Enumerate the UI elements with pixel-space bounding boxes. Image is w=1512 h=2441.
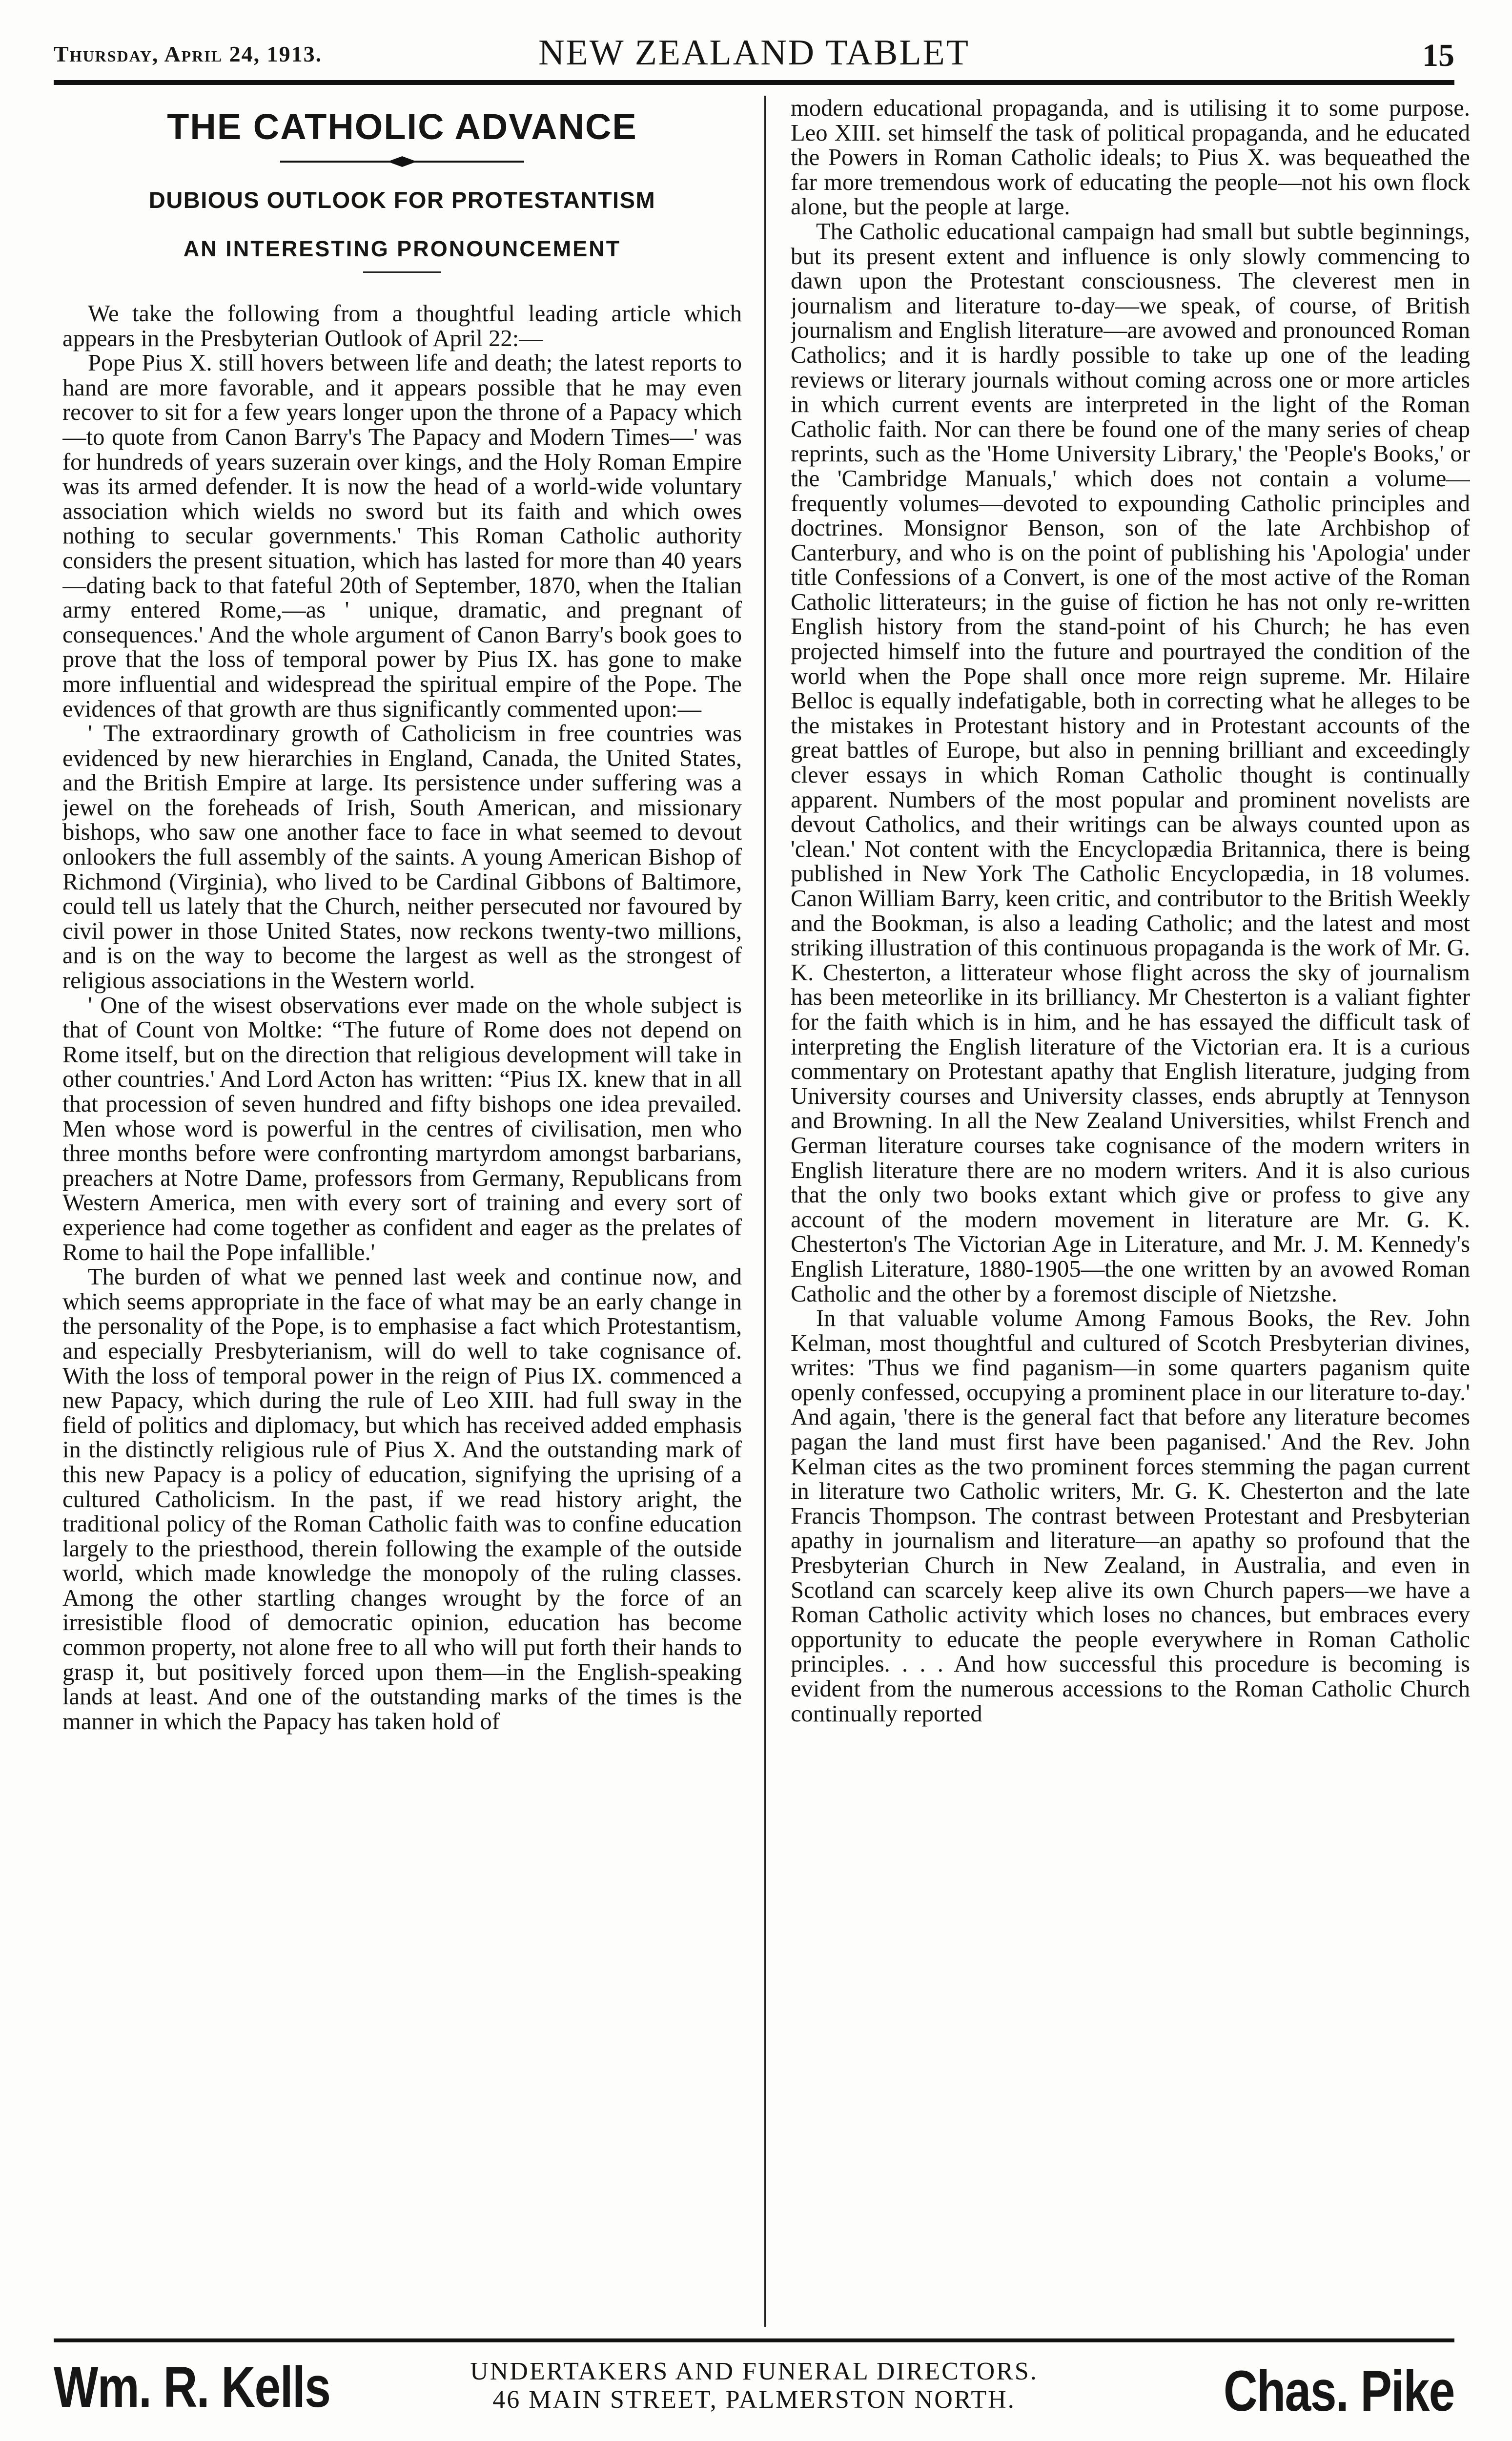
paragraph: The burden of what we penned last week and continue now, and which seems appropriate in the face of what may be an early change in the personality of the Pope, is to emphasise a fact which Protestantism, and especially Presbyterianism, will do well to take cognisance of. With the loss of temporal power in the reign of Pius IX. commenced a new Papacy, which during the rule of Leo XIII. had full sway in the field of politics and diplomacy, but which has received added emphasis in the distinctly religious rule of Pius X. And the outstanding mark of this new Papacy is a policy of education, signifying the uprising of a cultured Catholicism. In the past, if we read history aright, the traditional policy of the Roman Catholic faith was to confine education largely to the priesthood, therein following the example of the outside world, which made knowledge the monopoly of the ruling classes. Among the other startling changes wrought by the force of an irresistible flood of democratic opinion, education has become common property, not alone free to all who will put forth their hands to grasp it, but positively forced upon them—in the English-speaking lands at least. And one of the outstanding marks of the times is the manner in which the Papacy has taken hold of — [62, 1263, 742, 1735]
paragraph: In that valuable volume Among Famous Books, the Rev. John Kelman, most thoughtful and cultured of Scotch Presbyterian divines, writes: 'Thus we find paganism—in some quarters paganism quite openly confessed, occupying a prominent place in our literature to-day.' And again, 'there is the general fact that before any literature becomes pagan the land must first have been paganised.' And the Rev. John Kelman cites as the two prominent forces stemming the pagan current in literature two Catholic writers, Mr. G. K. Chesterton and the late Francis Thompson. The contrast between Protestant and Presbyterian apathy in journalism and literature—an apathy so profound that the Presbyterian Church in New Zealand, in Australia, and even in Scotland can scarcely keep alive its own Church papers—we have a Roman Catholic activity which loses no chances, but embraces every opportunity to educate the people everywhere in Roman Catholic principles. . . . And how successful this procedure is becoming is evident from the numerous accessions to the Roman Catholic Church continually reported — [791, 1305, 1470, 1727]
article-headline: THE CATHOLIC ADVANCE — [167, 106, 637, 147]
article-subhead-secondary: AN INTERESTING PRONOUNCEMENT — [183, 236, 621, 261]
paragraph: Pope Pius X. still hovers between life and death; the latest reports to hand are more favorable, and it appears possible that he may even recover to sit for a few years longer upon the throne of a Papacy which—to quote from Canon Barry's The Papacy and Modern Times—' was for hundreds of years suzerain over kings, and the Holy Roman Empire was its armed defender. It is now the head of a world-wide voluntary association which wields no sword but its faith and which owes nothing to secular governments.' This Roman Catholic authority considers the present situation, which has lasted for more than 40 years—dating back to that fateful 20th of September, 1870, when the Italian army entered Rome,—as ' unique, dramatic, and pregnant of consequences.' And the whole argument of Canon Barry's book goes to prove that the loss of temporal power by Pius IX. has gone to make more influential and widespread the spiritual empire of the Pope. The evidences of that growth are thus significantly commented upon:— — [62, 350, 742, 722]
advert-address-line: 46 MAIN STREET, PALMERSTON NORTH. — [492, 2386, 1016, 2414]
headline-ornament — [275, 154, 529, 169]
column-left — [62, 96, 742, 2332]
paragraph: modern educational propaganda, and is utilising it to some purpose. Leo XIII. set himself the task of political propaganda, and he educated the Powers in Roman Catholic ideals; to Pius X. was bequeathed the far more tremendous work of educating the people—not his own flock alone, but the people at large. — [791, 96, 1470, 220]
advertisement — [54, 2348, 1454, 2441]
paragraph: The Catholic educational campaign had small but subtle beginnings, but its present extent and influence is only slowly commencing to dawn upon the Protestant consciousness. The cleverest men in journalism and literature to-day—we speak, of course, of British journalism and English literature—are avowed and pronounced Roman Catholics; and it is hardly possible to take up one of the leading reviews or literary journals without coming across one or more articles in which current events are interpreted in the light of the Roman Catholic faith. Nor can there be found one of the many series of cheap reprints, such as the 'Home University Library,' the 'People's Books,' or the 'Cambridge Manuals,' which does not contain a volume—frequently volumes—devoted to expounding Catholic principles and doctrines. Monsignor Benson, son of the late Archbishop of Canterbury, and who is on the point of publishing his 'Apologia' under title Confessions of a Convert, is one of the most active of the Roman Catholic litterateurs; in the guise of fiction he has not only re-written English history from the stand-point of his Church; he has even projected himself into the future and pourtrayed the condition of the world when the Pope shall once more reign supreme. Mr. Hilaire Belloc is equally indefatigable, both in correcting what he alleges to be the mistakes in Protestant history and in Protestant accounts of the great battles of Europe, but also in penning brilliant and exceedingly clever essays in which Roman Catholic thought is continually apparent. Numbers of the most popular and prominent novelists are devout Catholics, and their writings can be always counted upon as 'clean.' Not content with the Encyclopædia Britannica, there is being published in New York The Catholic Encyclopædia, in 18 volumes. Canon William Barry, keen critic, and contributor to the British Weekly and the Bookman, is also a leading Catholic; and the latest and most striking illustration of this continuous propaganda is the work of Mr. G. K. Chesterton, a litterateur whose flight across the sky of journalism has been meteorlike in its brilliancy. Mr Chesterton is a valiant fighter for the faith which is in him, and he has essayed the difficult task of interpreting the English literature of the Victorian era. It is a curious commentary on Protestant apathy that English literature, judging from University courses and University classes, ends abruptly at Tennyson and Browning. In all the New Zealand Universities, whilst French and German literature courses take cognisance of the modern writers in English literature there are no modern writers. And it is also curious that the only two books extant which give or profess to give any account of the modern movement in literature are Mr. G. K. Chesterton's The Victorian Age in Literature, and Mr. J. M. Kennedy's English Literature, 1880-1905—the one written by an avowed Roman Catholic and the other by a foremost disciple of Nietzshe. — [791, 218, 1470, 1307]
paragraph: We take the following from a thoughtful leading article which appears in the Presbyterian Outlook of April 22:— — [62, 300, 742, 352]
column-divider — [764, 96, 766, 2327]
header-rule — [54, 80, 1454, 85]
paragraph: ' The extraordinary growth of Catholicism in free countries was evidenced by new hierarchies in England, Canada, the United States, and the British Empire at large. Its persistence under suffering was a jewel on the foreheads of Irish, South American, and missionary bishops, who saw one another face to face in what seemed to devout onlookers the full assembly of the saints. A young American Bishop of Richmond (Virginia), who lived to be Cardinal Gibbons of Baltimore, could tell us lately that the Church, neither persecuted nor favoured by civil power in those United States, now reckons twenty-two millions, and is on the way to become the largest as well as the strongest of religious associations in the Western world. — [62, 720, 742, 994]
advert-name-left: Wm. R. Kells — [54, 2355, 330, 2420]
advert-rule — [54, 2338, 1454, 2342]
running-head — [54, 28, 1454, 82]
paragraph: ' One of the wisest observations ever made on the whole subject is that of Count von Moltke: “The future of Rome does not depend on Rome itself, but on the direction that religious development will take in other countries.' And Lord Acton has written: “Pius IX. knew that in all that procession of seven hundred and fifty bishops one idea prevailed. Men whose word is powerful in the centres of civilisation, men who three months before were confronting martyrdom amongst barbarians, preachers at Notre Dame, professors from Germany, Republicans from Western America, men with every sort of training and every sort of experience had come together as confident and eager as the prelates of Rome to hail the Pope infallible.' — [62, 992, 742, 1265]
advert-business-line: UNDERTAKERS AND FUNERAL DIRECTORS. — [470, 2358, 1038, 2385]
page-number: 15 — [1422, 38, 1454, 73]
section-rule — [363, 271, 441, 273]
column-right — [791, 96, 1470, 2332]
article-subhead: DUBIOUS OUTLOOK FOR PROTESTANTISM — [148, 187, 656, 213]
advert-name-right: Chas. Pike — [1223, 2359, 1454, 2423]
newspaper-title: NEW ZEALAND TABLET — [538, 33, 970, 73]
issue-date: Thursday, April 24, 1913. — [54, 41, 323, 66]
